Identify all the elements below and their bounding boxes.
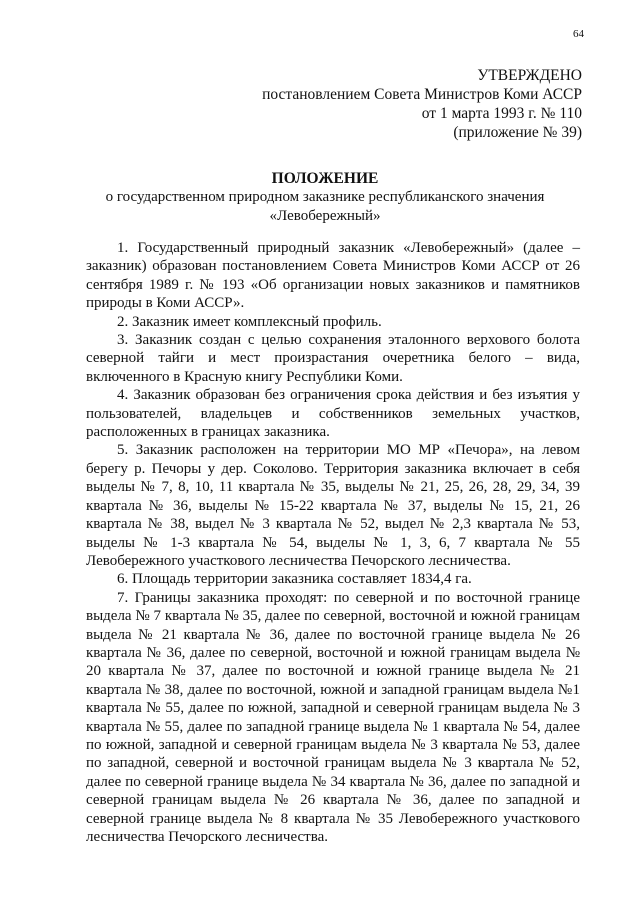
approval-authority: постановлением Совета Министров Коми АССР (262, 86, 582, 103)
paragraph-4: 4. Заказник образован без ограничения срока действия и без изъятия у пользователей, владельцев и собственников земельных участков, расположенных в границах заказника. (86, 387, 580, 441)
approval-title: УТВЕРЖДЕНО (477, 67, 582, 84)
approval-appendix: (приложение № 39) (453, 124, 582, 141)
paragraph-5: 5. Заказник расположен на территории МО МР «Печора», на левом берегу р. Печоры у дер. Соколово. Территория заказника включает в себя выделы № 7, 8, 10, 11 квартала № 35, выделы № 21, 25, 26, 28, 29, 34, 39 квартала № 36, выделы № 15-22 квартала № 37, выделы № 15, 21, 26 квартала № 38, выдел № 3 квартала № 52, выдел № 2,3 квартала № 53, выделы № 1-3 квартала № 54, выделы № 1, 3, 6, 7 квартала № 55 Левобережного участкового лесничества Печорского лесничества. (86, 442, 580, 569)
paragraph-2: 2. Заказник имеет комплексный профиль. (117, 313, 382, 330)
document-subtitle-line1: о государственном природном заказнике республиканского значения (105, 189, 545, 205)
document-title: ПОЛОЖЕНИЕ (271, 170, 379, 187)
paragraph-1: 1. Государственный природный заказник «Левобережный» (далее – заказник) образован постановлением Совета Министров Коми АССР от 26 сентября 1989 г. № 193 «Об организации новых заказников и памятников природы в Коми АССР». (86, 240, 580, 312)
document-heading (70, 169, 580, 226)
paragraph-3: 3. Заказник создан с целью сохранения эталонного верхового болота северной тайги и мест произрастания очеретника белого – вида, включенного в Красную книгу Республики Коми. (86, 332, 580, 385)
document-body (86, 239, 580, 846)
approval-stamp (262, 66, 582, 142)
paragraph-7: 7. Границы заказника проходят: по северной и по восточной границе выдела № 7 квартала № 35, далее по северной, восточной и южной границам выдела № 21 квартала № 36, далее по восточной границе выдела № 26 квартала № 36, далее по северной, восточной и южной границам выдела № 20 квартала № 37, далее по восточной и южной границе выдела № 21 квартала № 38, далее по восточной, южной и западной границам выдела №1 квартала № 55, далее по южной, западной и северной границам выдела № 3 квартала № 55, далее по западной границе выдела № 1 квартала № 54, далее по южной, западной и северной границам выдела № 3 квартала № 53, далее по западной, северной и восточной границам выдела № 3 квартала № 52, далее по северной границе выдела № 34 квартала № 36, далее по западной и северной границам выдела № 26 квартала № 36, далее по западной и северной границе выдела № 8 квартала № 35 Левобережного участкового лесничества Печорского лесничества. (86, 589, 580, 845)
page-number: 64 (573, 28, 584, 40)
approval-date: от 1 марта 1993 г. № 110 (421, 105, 582, 122)
document-subtitle-line2: «Левобережный» (269, 208, 381, 224)
paragraph-6: 6. Площадь территории заказника составляет 1834,4 га. (117, 571, 472, 588)
